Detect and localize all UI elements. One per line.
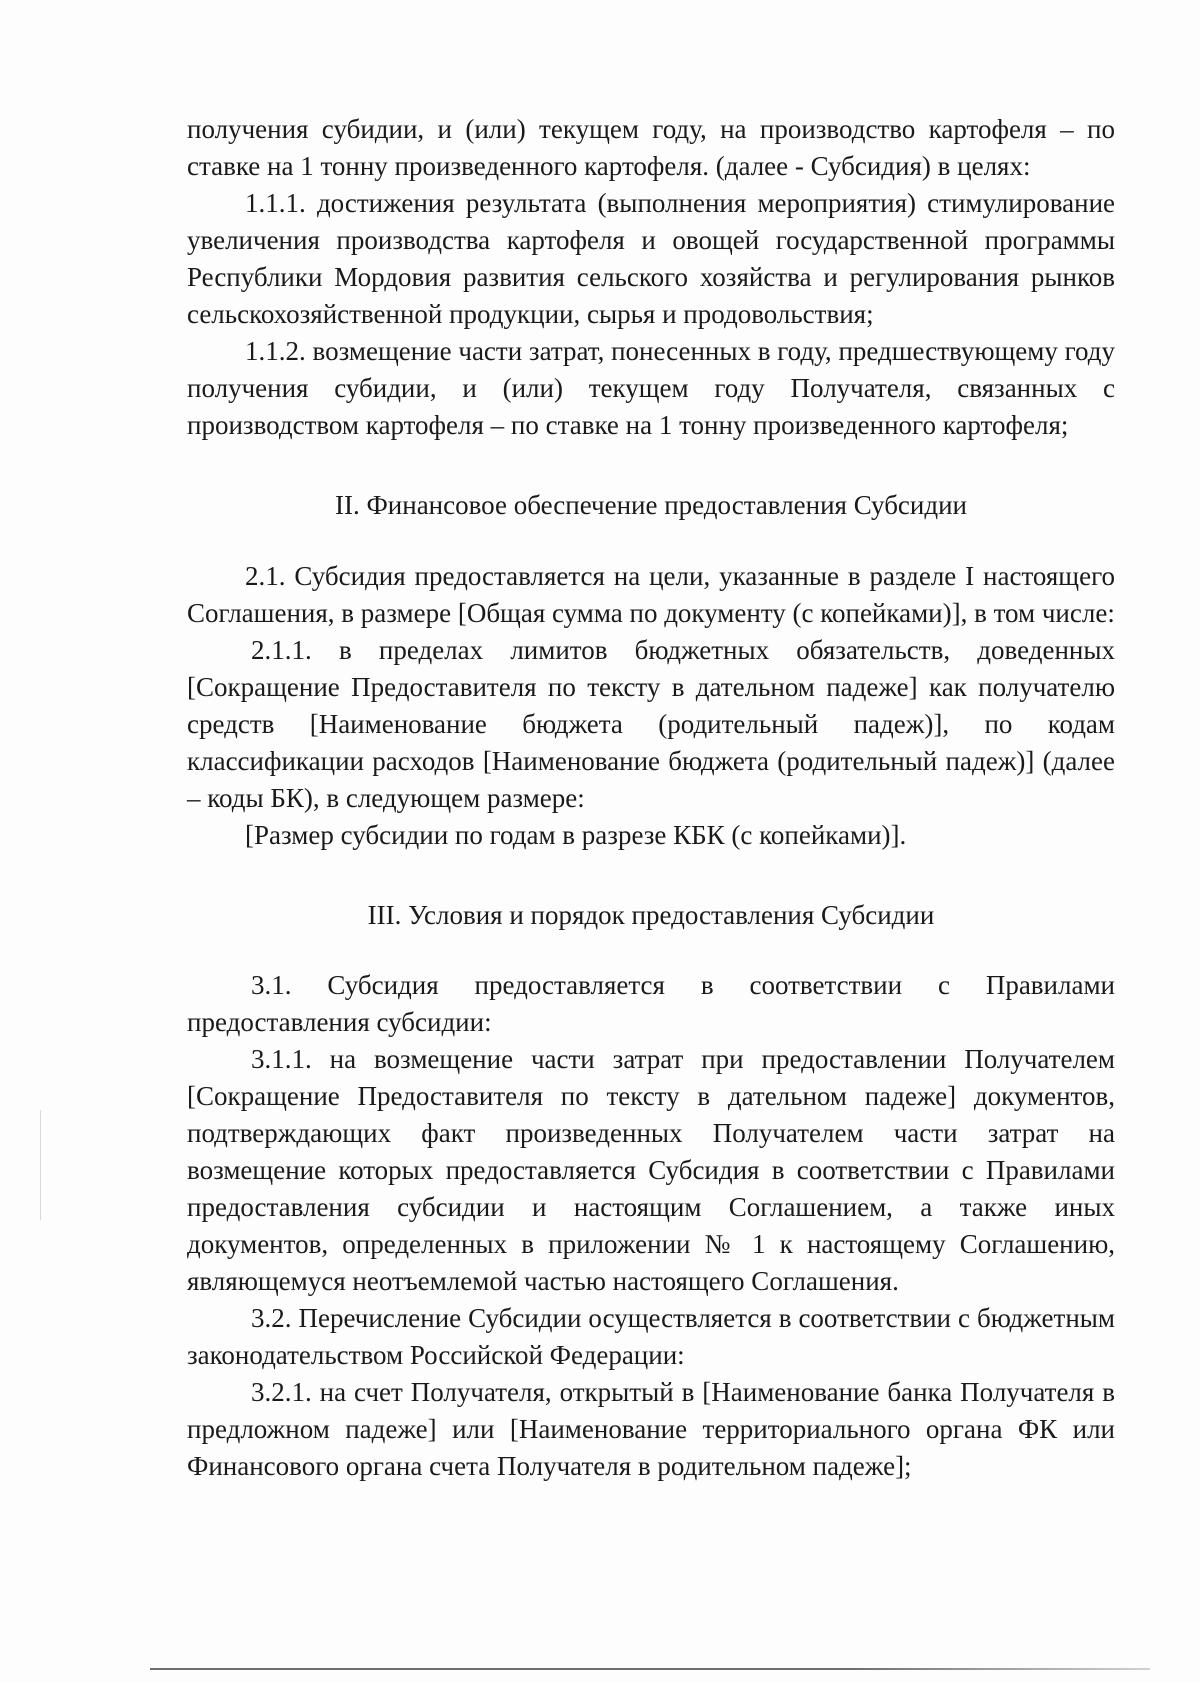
paragraph-2-1-1: 2.1.1. в пределах лимитов бюджетных обязательств, доведенных [Сокращение Предоставителя по тексту в дательном падеже] как получателю средств [Наименование бюджета (родительный падеж)], по кодам классификации расходов [Наименование бюджета (родительный падеж)] (далее – коды БК), в следующем размере: (187, 635, 1115, 813)
scan-artifact (40, 1110, 41, 1220)
section1-text (187, 111, 1115, 444)
section2-text (187, 558, 1115, 854)
paragraph-1-1-continuation: получения субидии, и (или) текущем году, на производство картофеля – по ставке на 1 тонну произведенного картофеля. (далее - Субсидия) в целях: (187, 114, 1115, 181)
page-bottom-rule (150, 1668, 1150, 1670)
paragraph-3-2: 3.2. Перечисление Субсидии осуществляется в соответствии с бюджетным законодательством Российской Федерации: (187, 1303, 1115, 1370)
section3-text (187, 967, 1115, 1485)
paragraph-2-1-1-amount: [Размер субсидии по годам в разрезе КБК (с копейками)]. (245, 820, 907, 850)
paragraph-1-1-1: 1.1.1. достижения результата (выполнения мероприятия) стимулирование увеличения производства картофеля и овощей государственной программы Республики Мордовия развития сельского хозяйства и регулирования рынков сельскохозяйственной продукции, сырья и продовольствия; (187, 188, 1115, 329)
section3-heading: III. Условия и порядок предоставления Субсидии (367, 900, 935, 930)
section2-heading: II. Финансовое обеспечение предоставления Субсидии (334, 490, 968, 520)
paragraph-3-1-1: 3.1.1. на возмещение части затрат при предоставлении Получателем [Сокращение Предоставителя по тексту в дательном падеже] документов, подтверждающих факт произведенных Получателем части затрат на возмещение которых предоставляется Субсидия в соответствии с Правилами предоставления субсидии и настоящим Соглашением, а также иных документов, определенных в приложении № 1 к настоящему Соглашению, являющемуся неотъемлемой частью настоящего Соглашения. (187, 1044, 1115, 1296)
paragraph-2-1: 2.1. Субсидия предоставляется на цели, указанные в разделе I настоящего Соглашения, в размере [Общая сумма по документу (с копейками)], в том числе: (187, 561, 1115, 628)
paragraph-3-1: 3.1. Субсидия предоставляется в соответствии с Правилами предоставления субсидии: (187, 970, 1115, 1037)
paragraph-1-1-2: 1.1.2. возмещение части затрат, понесенных в году, предшествующему году получения субидии, и (или) текущем году Получателя, связанных с производством картофеля – по ставке на 1 тонну произведенного картофеля; (187, 336, 1115, 440)
paragraph-3-2-1: 3.2.1. на счет Получателя, открытый в [Наименование банка Получателя в предложном падеже] или [Наименование территориального органа ФК или Финансового органа счета Получателя в родительном падеже]; (187, 1377, 1115, 1481)
